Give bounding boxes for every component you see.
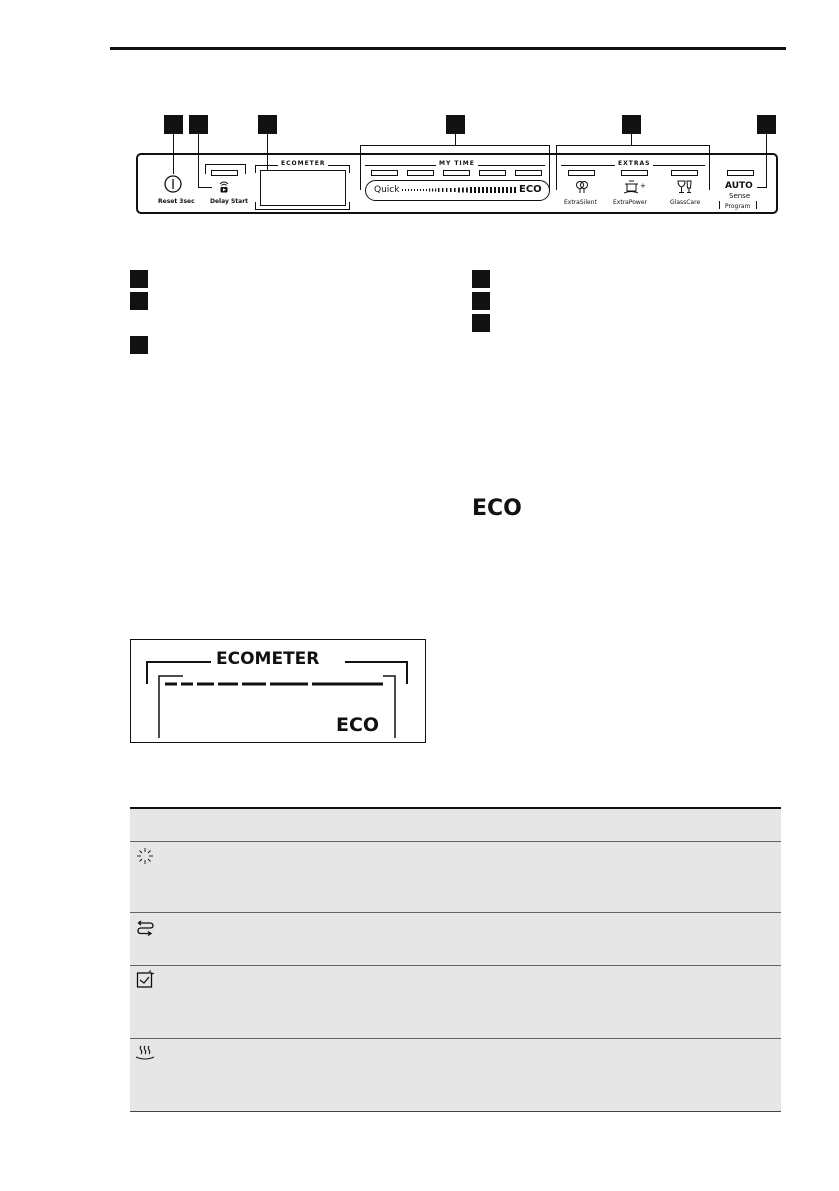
my-time-eco: ECO [519,184,542,195]
ecometer-bracket-br [349,202,350,210]
glass-care-label: GlassCare [670,199,701,206]
extra-power-icon[interactable] [624,180,648,194]
ecometer-bracket-r [349,165,350,173]
my-time-led-2[interactable] [407,170,434,176]
ecometer-illustration-title: ECOMETER [216,649,320,669]
table-header-row [130,809,781,841]
delay-start-led [211,170,238,176]
eco-symbol: ECO [472,496,522,521]
ecometer-panel-label: ECOMETER [278,160,328,167]
legend-box-2 [130,292,148,310]
delay-start-icon[interactable] [218,180,230,193]
legend-box-4 [472,270,490,288]
callout-bracket-4 [360,145,550,146]
table-row [130,842,781,912]
legend-box-1 [130,270,148,288]
extras-label: EXTRAS [615,160,653,167]
callout-4 [446,115,465,134]
header-rule [110,47,786,50]
auto-sense-led [727,170,754,176]
machine-care-icon [135,970,155,990]
legend-box-3 [130,336,148,354]
callout-2 [189,115,208,134]
ecometer-bracket-bl [255,202,256,210]
regeneration-icon [135,917,155,937]
callout-1 [164,115,183,134]
glass-care-icon[interactable] [677,180,693,194]
delay-bracket-right [245,164,246,174]
rinse-aid-icon [135,846,155,866]
my-time-led-1[interactable] [371,170,398,176]
callout-line-5 [631,134,632,145]
drying-icon [135,1043,155,1063]
svg-text:+: + [640,182,646,190]
callout-5 [622,115,641,134]
legend-box-6 [472,314,490,332]
my-time-led-4[interactable] [479,170,506,176]
auto-label[interactable]: AUTO [725,181,753,191]
table-row [130,913,781,965]
my-time-led-3[interactable] [443,170,470,176]
ecometer-bracket-l [255,165,256,173]
my-time-scale [402,186,518,194]
table-bottom-rule [130,1111,781,1112]
program-bracket-l [719,201,720,209]
ecometer-bracket-bottom [255,209,350,210]
callout-bracket-5 [556,145,710,146]
my-time-label: MY TIME [436,160,478,167]
table-row [130,966,781,1038]
glass-care-led [671,170,698,176]
program-bracket-r [756,201,757,209]
program-label: Program [725,203,751,210]
delay-start-label: Delay Start [210,198,249,205]
sense-label: Sense [729,192,751,200]
extra-silent-led [568,170,595,176]
power-icon[interactable] [163,174,183,194]
extra-power-led [621,170,648,176]
ecometer-illustration-eco: ECO [336,714,380,736]
callout-line-4 [455,134,456,145]
reset-label: Reset 3sec [158,198,195,205]
extra-silent-icon[interactable] [575,180,589,194]
legend-box-5 [472,292,490,310]
callout-3 [258,115,277,134]
ecometer-display [260,170,346,206]
delay-bracket-left [205,164,206,174]
extra-power-label: ExtraPower [613,199,647,206]
my-time-quick: Quick [374,185,400,195]
my-time-led-5[interactable] [515,170,542,176]
ecometer-illustration [130,639,426,743]
delay-bracket-top [205,164,245,165]
table-row [130,1039,781,1111]
callout-6 [757,115,776,134]
extra-silent-label: ExtraSilent [564,199,597,206]
